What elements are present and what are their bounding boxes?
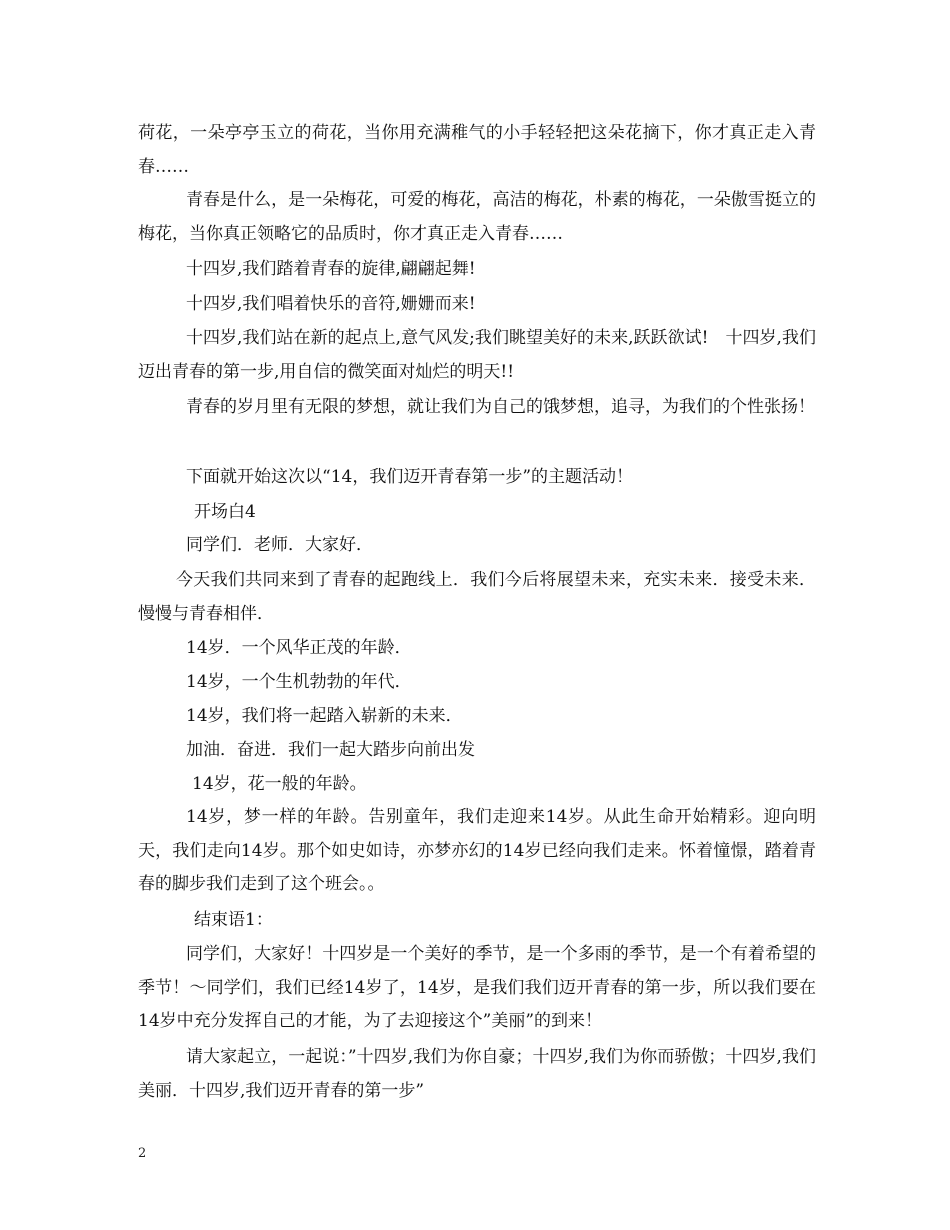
paragraph-activity-intro: 下面就开始这次以“14，我们迈开青春第一步”的主题活动！ — [186, 467, 634, 487]
paragraph-greeting: 同学们．老师．大家好． — [186, 535, 373, 555]
paragraph-closing-speech: 同学们，大家好！十四岁是一个美好的季节，是一个多雨的季节，是一个有着希望的季节！～同学们，我们已经14岁了，14岁，是我们我们迈开青春的第一步，所以我们要在14岁中充分发挥自己的才能，为了去迎接这个”美丽”的到来！ — [138, 944, 816, 1031]
paragraph-age-flower: 14岁，花一般的年龄。 — [192, 774, 367, 794]
paragraph-stand-up: 请大家起立，一起说：”十四岁,我们为你自豪；十四岁,我们为你而骄傲；十四岁,我们美丽．十四岁,我们迈开青春的第一步” — [138, 1047, 816, 1101]
paragraph-age-dream: 14岁，梦一样的年龄。告别童年，我们走迎来14岁。从此生命开始精彩。迎向明天，我们走向14岁。那个如史如诗，亦梦亦幻的14岁已经向我们走来。怀着憧憬，踏着青春的脚步我们走到了这个班会。。 — [138, 807, 816, 894]
section-heading-opening-4: 开场白4 — [194, 502, 256, 522]
paragraph-fourteen-start: 十四岁,我们站在新的起点上,意气风发;我们眺望美好的未来,跃跃欲试! 十四岁,我们迈出青春的第一步,用自信的微笑面对灿烂的明天!! — [138, 328, 816, 382]
page-number: 2 — [138, 1146, 147, 1161]
paragraph-age-prime: 14岁．一个风华正茂的年龄． — [186, 638, 412, 658]
section-heading-closing-1: 结束语1： — [194, 910, 273, 930]
paragraph-starting-line: 今天我们共同来到了青春的起跑线上．我们今后将展望未来，充实未来．接受未来．慢慢与青春相伴． — [138, 570, 816, 624]
paragraph-lotus: 荷花，一朵亭亭玉立的荷花，当你用充满稚气的小手轻轻把这朵花摘下，你才真正走入青春…… — [138, 123, 816, 177]
paragraph-fourteen-dance: 十四岁,我们踏着青春的旋律,翩翩起舞! — [186, 259, 476, 279]
paragraph-age-vigor: 14岁，一个生机勃勃的年代． — [186, 672, 412, 692]
paragraph-plum: 青春是什么，是一朵梅花，可爱的梅花，高洁的梅花，朴素的梅花，一朵傲雪挺立的梅花，当你真正领略它的品质时，你才真正走入青春…… — [138, 190, 816, 244]
paragraph-fourteen-sing: 十四岁,我们唱着快乐的音符,姗姗而来! — [186, 294, 476, 314]
paragraph-age-future: 14岁，我们将一起踏入崭新的未来． — [186, 706, 463, 726]
paragraph-dreams: 青春的岁月里有无限的梦想，就让我们为自己的饿梦想，追寻，为我们的个性张扬！ — [186, 397, 815, 417]
paragraph-cheer: 加油．奋进．我们一起大踏步向前出发 — [186, 740, 475, 760]
